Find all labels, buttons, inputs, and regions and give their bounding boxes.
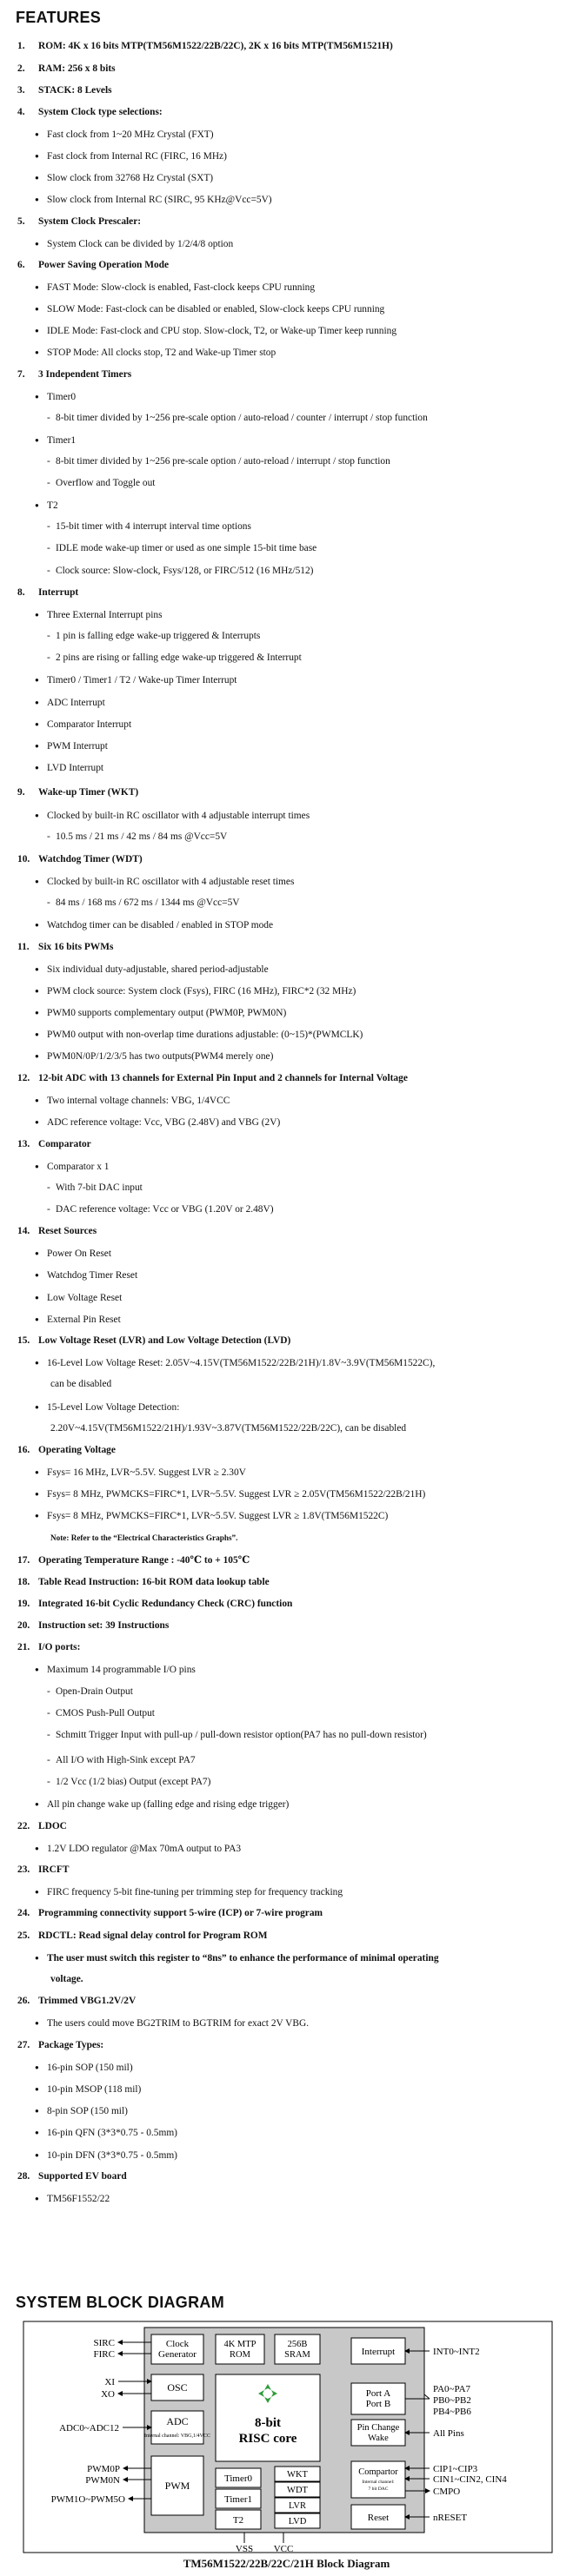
bullet-icon: ● xyxy=(35,393,39,401)
feature-item: ● 8-pin SOP (150 mil) xyxy=(35,2106,128,2116)
feature-item: ● Fsys= 16 MHz, LVR~5.5V. Suggest LVR ≥ 2.30V xyxy=(35,1467,246,1478)
bullet-icon: ● xyxy=(35,987,39,995)
feature-item: ● 16-pin QFN (3*3*0.75 - 0.5mm) xyxy=(35,2128,177,2138)
bullet-icon: ● xyxy=(35,501,39,509)
feature-item: ● 10-pin DFN (3*3*0.75 - 0.5mm) xyxy=(35,2150,177,2161)
bullet-icon: ● xyxy=(35,1844,39,1852)
feature-item: ● All pin change wake up (falling edge and rising edge trigger) xyxy=(35,1799,290,1810)
feature-heading: 4. System Clock type selections: xyxy=(17,107,163,117)
feature-item: ● FAST Mode: Slow-clock is enabled, Fast-clock keeps CPU running xyxy=(35,282,316,293)
feature-item: ● Watchdog Timer Reset xyxy=(35,1270,138,1281)
feature-heading: 15. Low Voltage Reset (LVR) and Low Voltage Detection (LVD) xyxy=(17,1335,291,1346)
feature-item: - IDLE mode wake-up timer or used as one simple 15-bit time base xyxy=(47,543,317,553)
feature-heading: 16. Operating Voltage xyxy=(17,1445,116,1455)
feature-item: - 84 ms / 168 ms / 672 ms / 1344 ms @Vcc=5V xyxy=(47,897,240,908)
interrupt-label: Interrupt xyxy=(361,2347,396,2357)
feature-heading: 7. 3 Independent Timers xyxy=(17,369,132,380)
bullet-icon: ● xyxy=(35,2129,39,2136)
bullet-icon: ● xyxy=(35,1052,39,1060)
feature-item: ● PWM0 output with non-overlap time durations adjustable: (0~15)*(PWMCLK) xyxy=(35,1030,363,1040)
feature-item: ● Clocked by built-in RC oscillator with 4 adjustable reset times xyxy=(35,877,295,887)
vss-pin: VSS xyxy=(235,2544,254,2553)
bullet-icon: ● xyxy=(35,811,39,819)
feature-item: ● Comparator x 1 xyxy=(35,1162,110,1172)
page-title: FEATURES xyxy=(16,9,102,26)
bullet-icon: ● xyxy=(35,1315,39,1323)
osc-label: OSC xyxy=(167,2381,188,2394)
bullet-icon: ● xyxy=(35,1030,39,1038)
feature-item: ● LVD Interrupt xyxy=(35,763,104,773)
feature-item: ● PWM Interrupt xyxy=(35,741,108,752)
core-line2: RISC core xyxy=(238,2432,297,2446)
feature-item: ● System Clock can be divided by 1/2/4/8 option xyxy=(35,239,234,249)
feature-item: - 8-bit timer divided by 1~256 pre-scale option / auto-reload / counter / interrupt / stop function xyxy=(47,413,428,423)
bullet-icon: ● xyxy=(35,1271,39,1279)
feature-heading: 9. Wake-up Timer (WKT) xyxy=(17,787,139,798)
timer1-label: Timer1 xyxy=(224,2494,252,2505)
adc-pins: ADC0~ADC12 xyxy=(59,2423,119,2434)
feature-item: ● The user must switch this register to “8ns” to enhance the performance of minimal operating xyxy=(35,1953,439,1963)
bullet-icon: ● xyxy=(35,240,39,248)
bullet-icon: ● xyxy=(35,1118,39,1126)
cin-pins: CIN1~CIN2, CIN4 xyxy=(433,2474,507,2485)
feature-item: - CMOS Push-Pull Output xyxy=(47,1708,155,1718)
feature-item: ● External Pin Reset xyxy=(35,1314,121,1325)
feature-item: - 8-bit timer divided by 1~256 pre-scale option / auto-reload / interrupt / stop function xyxy=(47,456,390,467)
feature-heading: 28. Supported EV board xyxy=(17,2171,127,2182)
bullet-icon: ● xyxy=(35,1512,39,1520)
pb0-pins: PB0~PB2 xyxy=(433,2395,471,2406)
pwm-label: PWM xyxy=(164,2480,190,2492)
feature-item: - With 7-bit DAC input xyxy=(47,1182,143,1193)
all-pins: All Pins xyxy=(433,2428,464,2439)
bullet-icon: ● xyxy=(35,720,39,728)
feature-item: ● 15-Level Low Voltage Detection: xyxy=(35,1402,180,1413)
bullet-icon: ● xyxy=(35,1490,39,1498)
pin-change-label: Pin Change Wake xyxy=(356,2423,400,2443)
feature-heading: 12. 12-bit ADC with 13 channels for External Pin Input and 2 channels for Internal Voltage xyxy=(17,1073,408,1083)
feature-item: ● Fsys= 8 MHz, PWMCKS=FIRC*1, LVR~5.5V. Suggest LVR ≥ 2.05V(TM56M1522/22B/21H) xyxy=(35,1489,426,1500)
feature-heading: 25. RDCTL: Read signal delay control for Program ROM xyxy=(17,1930,268,1941)
firc-pin: FIRC xyxy=(93,2349,115,2360)
feature-heading: 11. Six 16 bits PWMs xyxy=(17,942,114,952)
bullet-icon: ● xyxy=(35,699,39,706)
bullet-icon: ● xyxy=(35,2019,39,2027)
feature-item: ● Low Voltage Reset xyxy=(35,1293,123,1303)
core-line1: 8-bit xyxy=(255,2416,281,2430)
feature-heading: 27. Package Types: xyxy=(17,2040,104,2050)
bullet-icon: ● xyxy=(35,152,39,160)
feature-item: - 1 pin is falling edge wake-up triggered & Interrupts xyxy=(47,631,261,641)
mtp-rom-label: 4K MTP ROM xyxy=(223,2340,257,2360)
nreset-pin: nRESET xyxy=(433,2513,468,2523)
feature-item: ● Fast clock from Internal RC (FIRC, 16 MHz) xyxy=(35,151,227,162)
wdt-label: WDT xyxy=(287,2486,308,2495)
feature-item: ● SLOW Mode: Fast-clock can be disabled or enabled, Slow-clock keeps CPU running xyxy=(35,304,385,315)
feature-heading: 18. Table Read Instruction: 16-bit ROM data lookup table xyxy=(17,1577,270,1587)
feature-item: ● 16-Level Low Voltage Reset: 2.05V~4.15V(TM56M1522/22B/21H)/1.8V~3.9V(TM56M1522C), xyxy=(35,1358,436,1368)
feature-heading: 22. LDOC xyxy=(17,1821,67,1831)
pwm-out-pins: PWM1O~PWM5O xyxy=(50,2494,125,2505)
bullet-icon: ● xyxy=(35,1009,39,1016)
sram-label: 256B SRAM xyxy=(284,2340,310,2360)
feature-item: ● Slow clock from Internal RC (SIRC, 95 KHz@Vcc=5V) xyxy=(35,195,272,205)
bullet-icon: ● xyxy=(35,965,39,973)
bullet-icon: ● xyxy=(35,1403,39,1411)
feature-item: - Overflow and Toggle out xyxy=(47,478,156,488)
bullet-icon: ● xyxy=(35,2151,39,2159)
feature-heading: 17. Operating Temperature Range : -40℃ to + 105℃ xyxy=(17,1555,250,1566)
feature-item: ● Power On Reset xyxy=(35,1248,112,1259)
feature-item: ● Three External Interrupt pins xyxy=(35,610,163,620)
feature-heading: 2. RAM: 256 x 8 bits xyxy=(17,63,116,74)
feature-item: ● FIRC frequency 5-bit fine-tuning per trimming step for frequency tracking xyxy=(35,1887,343,1897)
bullet-icon: ● xyxy=(35,742,39,750)
bullet-icon: ● xyxy=(35,676,39,684)
feature-item: - 2 pins are rising or falling edge wake-up triggered & Interrupt xyxy=(47,652,302,663)
feature-heading: 13. Comparator xyxy=(17,1139,91,1149)
bullet-icon: ● xyxy=(35,2063,39,2071)
bullet-icon: ● xyxy=(35,1096,39,1104)
bullet-icon: ● xyxy=(35,1888,39,1896)
feature-item: ● Six individual duty-adjustable, shared period-adjustable xyxy=(35,964,269,975)
bullet-icon: ● xyxy=(35,1954,39,1962)
sirc-pin: SIRC xyxy=(93,2338,115,2348)
feature-item: ● 10-pin MSOP (118 mil) xyxy=(35,2084,142,2095)
adc-label: ADC xyxy=(166,2415,189,2427)
diagram-title: SYSTEM BLOCK DIAGRAM xyxy=(16,2294,224,2311)
feature-item: Note: Refer to the “Electrical Characteristics Graphs”. xyxy=(50,1533,238,1542)
adc-sub: Internal channel: VBG,1/4VCC xyxy=(143,2434,211,2439)
bullet-icon: ● xyxy=(35,1294,39,1301)
feature-item: ● Timer0 xyxy=(35,392,77,402)
feature-heading: 3. STACK: 8 Levels xyxy=(17,85,112,96)
lvr-label: LVR xyxy=(288,2501,307,2511)
diagram-caption: TM56M1522/22B/22C/21H Block Diagram xyxy=(183,2557,390,2570)
lvd-label: LVD xyxy=(288,2517,307,2526)
bullet-icon: ● xyxy=(35,1359,39,1367)
feature-item: ● 1.2V LDO regulator @Max 70mA output to PA3 xyxy=(35,1844,242,1854)
bullet-icon: ● xyxy=(35,327,39,334)
feature-item: - All I/O with High-Sink except PA7 xyxy=(47,1755,196,1765)
pa-pins: PA0~PA7 xyxy=(433,2384,471,2394)
feature-item: ● Timer0 / Timer1 / T2 / Wake-up Timer Interrupt xyxy=(35,675,237,685)
bullet-icon: ● xyxy=(35,2107,39,2115)
feature-item: 2.20V~4.15V(TM56M1522/21H)/1.93V~3.87V(TM56M1522/22B/22C), can be disabled xyxy=(50,1423,407,1434)
feature-item: ● Watchdog timer can be disabled / enabled in STOP mode xyxy=(35,920,274,930)
vcc-pin: VCC xyxy=(273,2544,294,2553)
pb4-pins: PB4~PB6 xyxy=(433,2407,471,2417)
bullet-icon: ● xyxy=(35,436,39,444)
comparator-label: Compartor xyxy=(358,2467,398,2477)
feature-heading: 6. Power Saving Operation Mode xyxy=(17,260,170,270)
comparator-sub: Internal channel: 7 bit DAC xyxy=(362,2480,395,2492)
feature-item: can be disabled xyxy=(50,1379,112,1389)
feature-item: ● PWM clock source: System clock (Fsys), FIRC (16 MHz), FIRC*2 (32 MHz) xyxy=(35,986,356,997)
feature-item: ● Clocked by built-in RC oscillator with 4 adjustable interrupt times xyxy=(35,811,310,821)
cip-pins: CIP1~CIP3 xyxy=(433,2464,478,2474)
feature-item: ● Timer1 xyxy=(35,435,77,446)
bullet-icon: ● xyxy=(35,130,39,138)
feature-item: ● Fsys= 8 MHz, PWMCKS=FIRC*1, LVR~5.5V. Suggest LVR ≥ 1.8V(TM56M1522C) xyxy=(35,1511,389,1521)
feature-heading: 14. Reset Sources xyxy=(17,1226,97,1236)
feature-item: ● ADC reference voltage: Vcc, VBG (2.48V) and VBG (2V) xyxy=(35,1117,281,1128)
feature-item: - Clock source: Slow-clock, Fsys/128, or FIRC/512 (16 MHz/512) xyxy=(47,566,314,576)
bullet-icon: ● xyxy=(35,1468,39,1476)
feature-item: ● Fast clock from 1~20 MHz Crystal (FXT) xyxy=(35,129,214,140)
ports-label: Port A Port B xyxy=(365,2388,391,2409)
bullet-icon: ● xyxy=(35,1249,39,1257)
feature-heading: 8. Interrupt xyxy=(17,587,79,598)
feature-item: - 10.5 ms / 21 ms / 42 ms / 84 ms @Vcc=5V xyxy=(47,831,228,842)
feature-item: - Schmitt Trigger Input with pull-up / pull-down resistor option(PA7 has no pull-down resistor) xyxy=(47,1730,427,1740)
bullet-icon: ● xyxy=(35,1800,39,1808)
feature-heading: 23. IRCFT xyxy=(17,1864,70,1875)
feature-heading: 10. Watchdog Timer (WDT) xyxy=(17,854,143,864)
bullet-icon: ● xyxy=(35,2085,39,2093)
feature-heading: 1. ROM: 4K x 16 bits MTP(TM56M1522/22B/22C), 2K x 16 bits MTP(TM56M1521H) xyxy=(17,41,393,51)
block-diagram xyxy=(23,2321,553,2553)
feature-item: ● PWM0N/0P/1/2/3/5 has two outputs(PWM4 merely one) xyxy=(35,1051,274,1062)
bullet-icon: ● xyxy=(35,611,39,619)
feature-item: - 15-bit timer with 4 interrupt interval time options xyxy=(47,521,251,532)
wkt-label: WKT xyxy=(287,2470,308,2480)
feature-heading: 21. I/O ports: xyxy=(17,1642,81,1652)
feature-item: - Open-Drain Output xyxy=(47,1686,133,1697)
clock-generator-label: Clock Generator xyxy=(158,2339,197,2360)
feature-item: ● IDLE Mode: Fast-clock and CPU stop. Slow-clock, T2, or Wake-up Timer keep running xyxy=(35,326,397,336)
feature-item: - 1/2 Vcc (1/2 bias) Output (except PA7) xyxy=(47,1777,211,1787)
feature-item: ● Slow clock from 32768 Hz Crystal (SXT) xyxy=(35,173,214,183)
xo-pin: XO xyxy=(101,2389,115,2400)
feature-item: ● The users could move BG2TRIM to BGTRIM for exact 2V VBG. xyxy=(35,2018,310,2029)
bullet-icon: ● xyxy=(35,195,39,203)
feature-heading: 20. Instruction set: 39 Instructions xyxy=(17,1620,170,1631)
feature-heading: 19. Integrated 16-bit Cyclic Redundancy Check (CRC) function xyxy=(17,1599,293,1609)
bullet-icon: ● xyxy=(35,305,39,313)
bullet-icon: ● xyxy=(35,174,39,182)
feature-item: - DAC reference voltage: Vcc or VBG (1.20V or 2.48V) xyxy=(47,1204,274,1215)
feature-heading: 5. System Clock Prescaler: xyxy=(17,216,142,227)
feature-item: ● STOP Mode: All clocks stop, T2 and Wake-up Timer stop xyxy=(35,348,277,358)
feature-item: ● 16-pin SOP (150 mil) xyxy=(35,2063,133,2073)
timer0-label: Timer0 xyxy=(224,2473,252,2484)
xi-pin: XI xyxy=(104,2377,115,2387)
cmpo-pin: CMPO xyxy=(433,2487,461,2497)
bullet-icon: ● xyxy=(35,348,39,356)
feature-item: ● Comparator Interrupt xyxy=(35,719,132,730)
feature-item: ● ADC Interrupt xyxy=(35,698,105,708)
reset-label: Reset xyxy=(367,2513,390,2523)
bullet-icon: ● xyxy=(35,877,39,885)
bullet-icon: ● xyxy=(35,764,39,771)
feature-item: ● Two internal voltage channels: VBG, 1/4VCC xyxy=(35,1096,230,1106)
int-pins: INT0~INT2 xyxy=(433,2347,480,2357)
feature-item: voltage. xyxy=(50,1974,83,1984)
bullet-icon: ● xyxy=(35,1162,39,1170)
pwm0n-pin: PWM0N xyxy=(85,2475,120,2486)
bullet-icon: ● xyxy=(35,1665,39,1673)
feature-item: ● Maximum 14 programmable I/O pins xyxy=(35,1665,196,1675)
feature-heading: 24. Programming connectivity support 5-wire (ICP) or 7-wire program xyxy=(17,1908,323,1918)
t2-label: T2 xyxy=(232,2515,244,2526)
bullet-icon: ● xyxy=(35,283,39,291)
bullet-icon: ● xyxy=(35,2195,39,2202)
pwm0p-pin: PWM0P xyxy=(87,2464,120,2474)
feature-item: ● PWM0 supports complementary output (PWM0P, PWM0N) xyxy=(35,1008,287,1018)
feature-heading: 26. Trimmed VBG1.2V/2V xyxy=(17,1996,137,2006)
bullet-icon: ● xyxy=(35,921,39,929)
feature-item: ● T2 xyxy=(35,500,58,511)
feature-item: ● TM56F1552/22 xyxy=(35,2194,110,2204)
